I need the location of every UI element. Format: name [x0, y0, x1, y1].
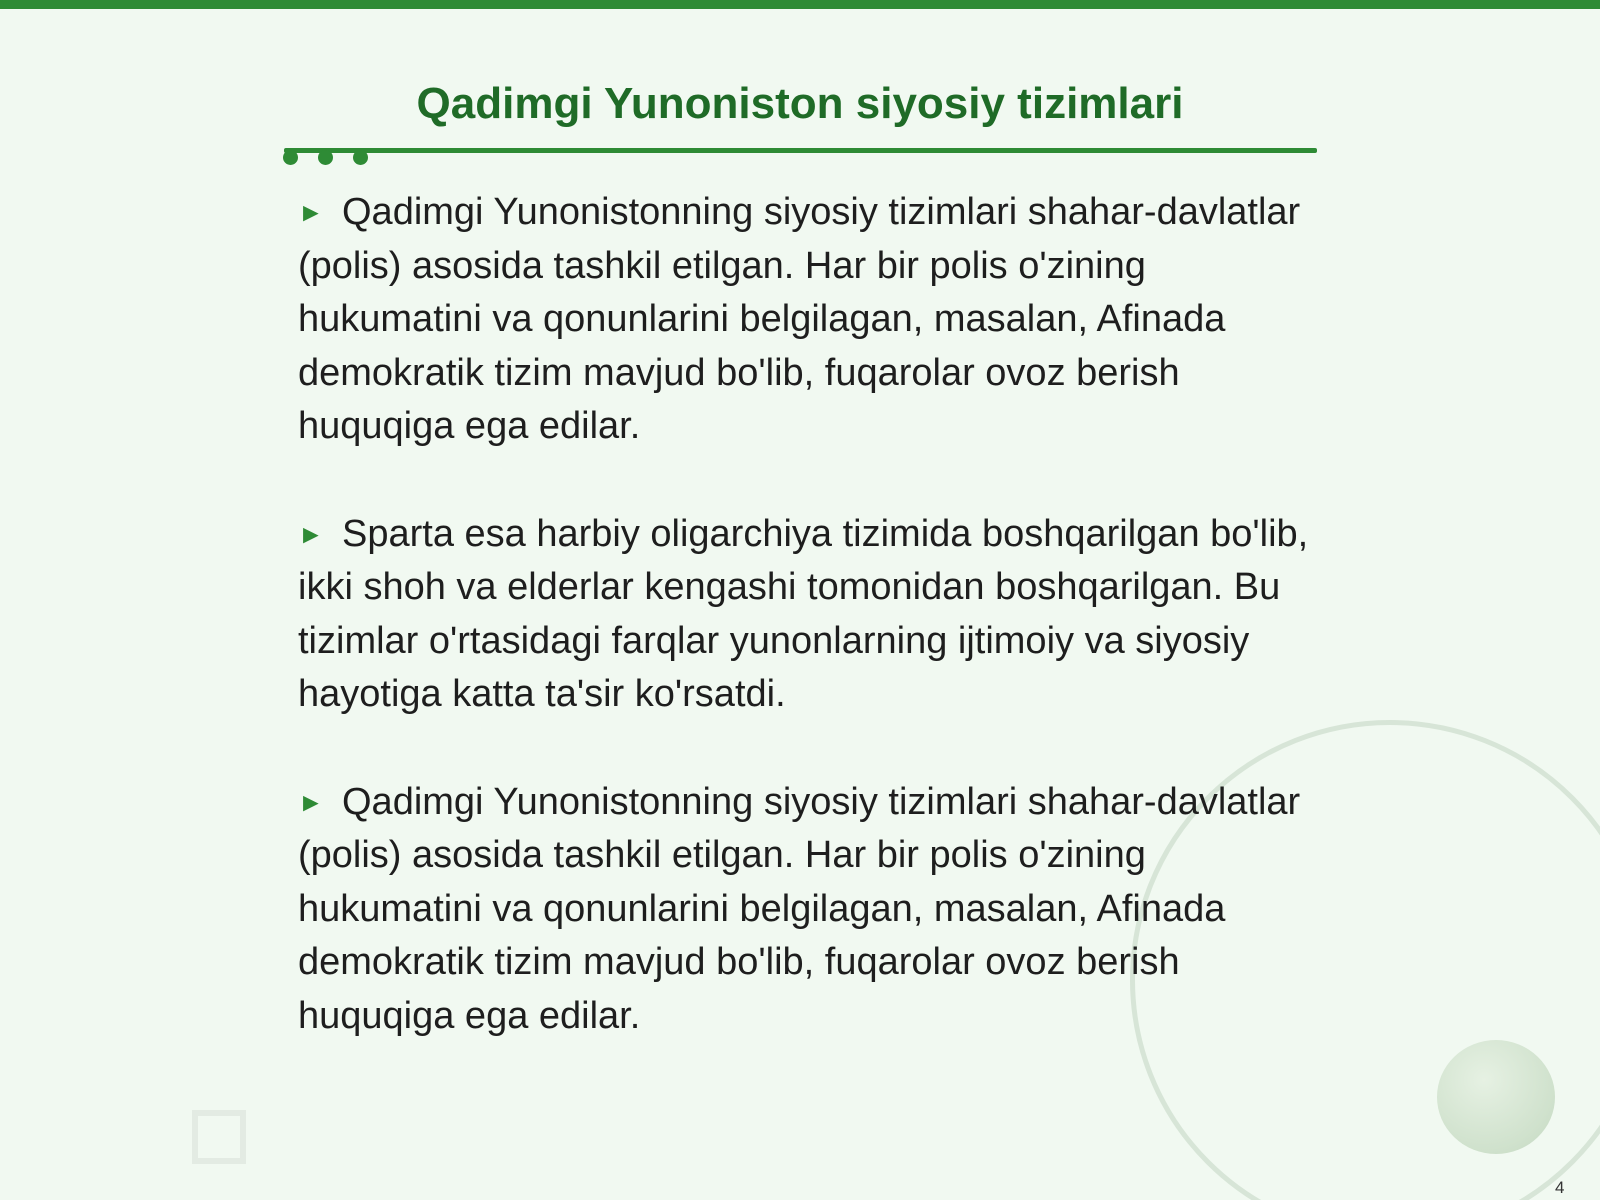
decorative-dot — [353, 150, 368, 165]
slide-title: Qadimgi Yunoniston siyosiy tizimlari — [416, 79, 1184, 128]
bullet-paragraph — [298, 776, 1318, 1044]
bullet-arrow-icon: ► — [298, 518, 324, 549]
bullet-arrow-icon: ► — [298, 786, 324, 817]
decorative-dot — [283, 150, 298, 165]
page-number: 4 — [1555, 1178, 1565, 1197]
decorative-dot — [318, 150, 333, 165]
paragraph-text: Qadimgi Yunonistonning siyosiy tizimlari shahar-davlatlar (polis) asosida tashkil etilgan. Har bir polis o'zining hukumatini va qonunlarini belgilagan, masalan, Afinada demokratik tizim mavjud bo'lib, fuqarolar ovoz berish huquqiga ega edilar. — [298, 780, 1301, 1037]
bullet-paragraph — [298, 508, 1318, 722]
decorative-square — [192, 1110, 246, 1164]
paragraph-text: Qadimgi Yunonistonning siyosiy tizimlari shahar-davlatlar (polis) asosida tashkil etilgan. Har bir polis o'zining hukumatini va qonunlarini belgilagan, masalan, Afinada demokratik tizim mavjud bo'lib, fuqarolar ovoz berish huquqiga ega edilar. — [298, 191, 1301, 447]
title-underline — [284, 148, 1317, 153]
bullet-arrow-icon: ► — [298, 197, 324, 227]
bullet-paragraph — [298, 186, 1318, 454]
paragraph-text: Sparta esa harbiy oligarchiya tizimida boshqarilgan bo'lib, ikki shoh va elderlar kengashi tomonidan boshqarilgan. Bu tizimlar o'rtasidagi farqlar yunonlarning ijtimoiy va siyosiy hayotiga katta ta'sir ko'rsatdi. — [298, 512, 1309, 715]
decorative-ball — [1437, 1040, 1555, 1154]
top-accent-bar — [0, 0, 1600, 9]
slide-body — [298, 186, 1318, 1097]
